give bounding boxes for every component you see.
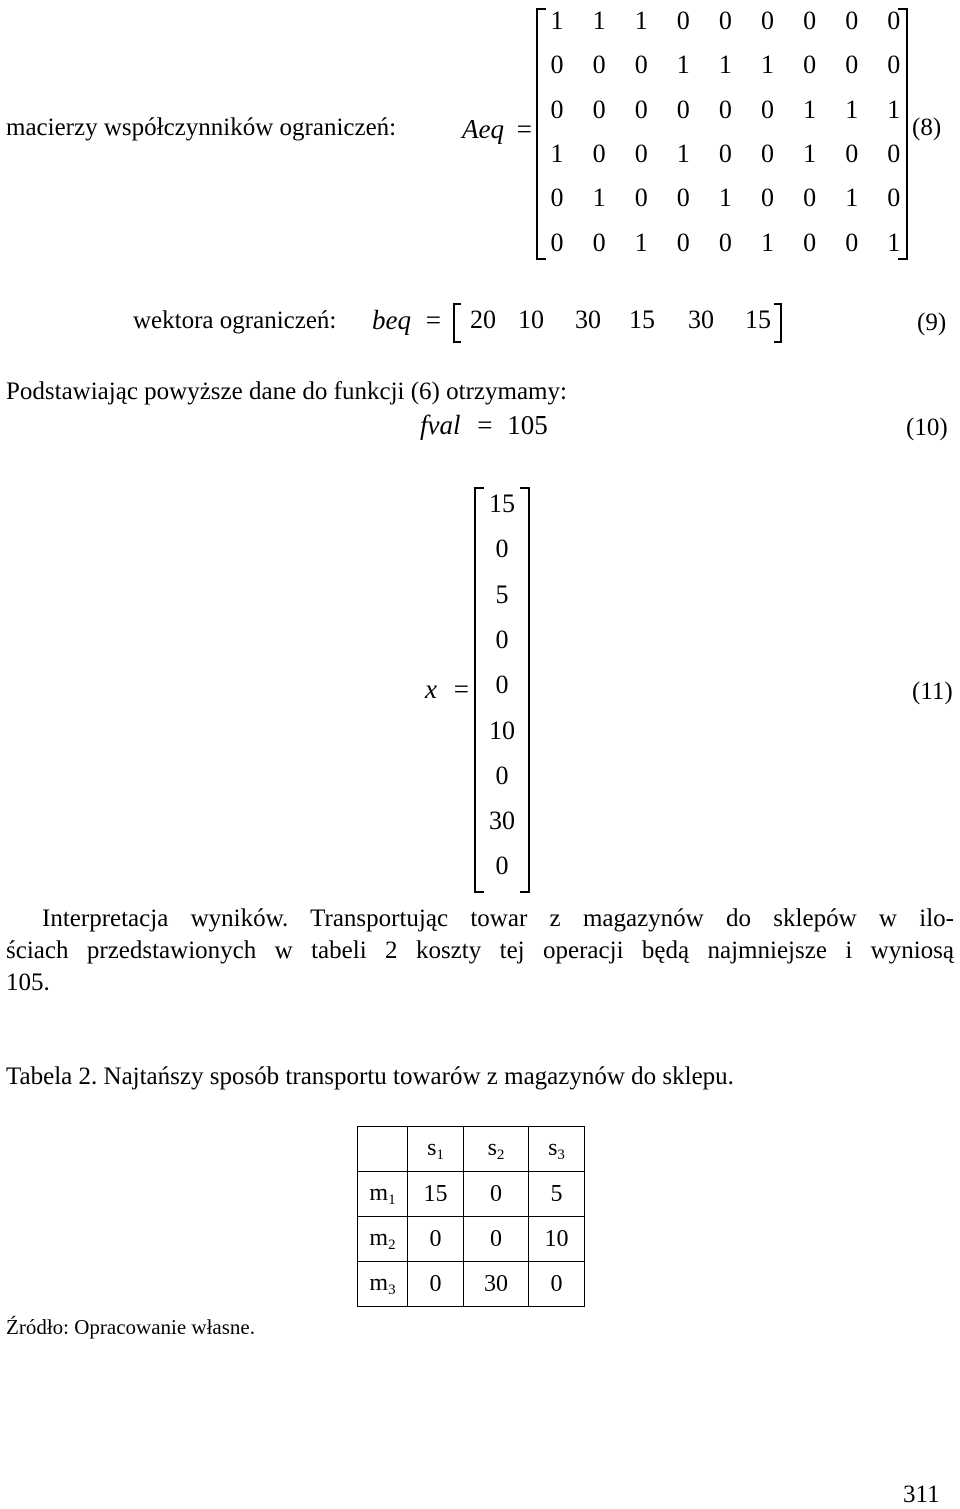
eq9-number: (9) [917, 309, 947, 336]
table-cell: 15 [408, 1172, 464, 1217]
table-cell: 0 [529, 1262, 585, 1307]
matrix-cell: 0 [887, 50, 901, 80]
table-header-cell: $s_2$ [464, 1127, 529, 1172]
matrix-cell: 1 [592, 6, 606, 35]
beq-value: 30 [688, 305, 714, 334]
table-cell: 0 [464, 1172, 529, 1217]
matrix-cell: 1 [803, 138, 817, 168]
matrix-cell: 1 [718, 50, 732, 80]
matrix-cell: 0 [634, 138, 648, 168]
matrix-cell: 1 [550, 6, 564, 35]
matrix-cell: 0 [592, 227, 606, 257]
matrix-cell: 0 [803, 227, 817, 257]
matrix-cell: 0 [845, 138, 859, 168]
matrix-cell: 0 [676, 227, 690, 257]
matrix-cell: 1 [803, 94, 817, 124]
substitution-text: Podstawiając powyższe dane do funkcji (6) otrzymamy: [6, 378, 567, 405]
eq11-lhs-symbol: x [425, 674, 437, 704]
eq8-intro-text: macierzy współczynników ograniczeń: [6, 114, 397, 141]
matrix-cell: 0 [803, 50, 817, 80]
table-corner-cell [358, 1127, 408, 1172]
matrix-cell: 1 [676, 50, 690, 80]
matrix-cell: 0 [803, 183, 817, 213]
eq9-lhs-symbol: beq [372, 305, 411, 335]
eq9-intro-text: wektora ograniczeń: [133, 307, 337, 334]
matrix-cell: 0 [634, 183, 648, 213]
eq10-line [420, 410, 548, 441]
matrix-cell: 0 [592, 94, 606, 124]
eq9-equals: = [425, 305, 441, 335]
beq-value: 15 [629, 305, 655, 334]
matrix-cell: 1 [634, 6, 648, 35]
page-number: 311 [903, 1481, 940, 1508]
matrix-right-bracket [898, 8, 908, 260]
eq11-number: (11) [912, 678, 953, 705]
matrix-cell: 1 [887, 227, 901, 257]
table-cell: 0 [408, 1262, 464, 1307]
table-cell: 0 [408, 1217, 464, 1262]
matrix-cell: 1 [550, 138, 564, 168]
table-cell: 30 [464, 1262, 529, 1307]
interpretation-paragraph [6, 903, 954, 999]
matrix-cell: 0 [550, 94, 564, 124]
vector-cell: 10 [489, 715, 515, 745]
matrix-cell: 0 [592, 138, 606, 168]
vector-cell: 15 [489, 489, 515, 518]
interpretation-line-1: Interpretacja wyników. Transportując towar z magazynów do sklepów w ilo- [42, 905, 954, 932]
matrix-cell: 0 [676, 94, 690, 124]
eq11-lhs [425, 674, 469, 705]
table-row-label: $m_3$ [358, 1262, 408, 1307]
matrix-cell: 0 [761, 6, 774, 35]
table-row [358, 1262, 585, 1307]
eq8-equals: = [516, 114, 532, 144]
table-source-note: Źródło: Opracowanie własne. [6, 1315, 255, 1339]
matrix-cell: 0 [761, 183, 774, 213]
table-cell: 5 [529, 1172, 585, 1217]
matrix-cell: 0 [761, 138, 774, 168]
matrix-cell: 1 [887, 94, 901, 124]
eq11-equals: = [453, 674, 469, 704]
table-header-cell: $s_3$ [529, 1127, 585, 1172]
vector-cell: 0 [495, 534, 509, 564]
table-row-label: $m_2$ [358, 1217, 408, 1262]
table-caption: Tabela 2. Najtańszy sposób transportu towarów z magazynów do sklepu. [6, 1063, 734, 1090]
matrix-cell: 0 [550, 50, 564, 80]
matrix-cell: 0 [634, 50, 648, 80]
x-vector [474, 487, 530, 893]
matrix-cell: 0 [845, 6, 859, 35]
matrix-cell: 0 [550, 183, 564, 213]
vector-cell: 5 [495, 579, 509, 609]
aeq-matrix [536, 0, 908, 266]
matrix-cell: 0 [803, 6, 817, 35]
table-cell: 0 [464, 1217, 529, 1262]
table-header-row [358, 1127, 585, 1172]
matrix-cell: 1 [845, 94, 859, 124]
eq9-lhs [372, 305, 441, 336]
table-cell: 10 [529, 1217, 585, 1262]
transport-table [357, 1126, 585, 1307]
vector-cell: 0 [495, 760, 509, 790]
matrix-cell: 0 [718, 138, 732, 168]
matrix-cell: 0 [550, 227, 564, 257]
matrix-cell: 1 [845, 183, 859, 213]
beq-right-bracket [774, 303, 782, 343]
eq8-lhs-symbol: Aeq [462, 114, 504, 144]
interpretation-line-2: ściach przedstawionych w tabeli 2 koszty tej operacji będą najmniejsze i wyniosą [6, 937, 954, 964]
vector-cell: 0 [495, 851, 509, 881]
matrix-cell: 1 [634, 227, 648, 257]
matrix-cell: 0 [676, 183, 690, 213]
eq10-number: (10) [906, 414, 948, 441]
matrix-cell: 0 [761, 94, 774, 124]
vector-cell: 30 [489, 806, 515, 836]
matrix-cell: 0 [718, 94, 732, 124]
matrix-cell: 0 [887, 183, 901, 213]
beq-left-bracket [453, 303, 461, 343]
matrix-cell: 0 [718, 6, 732, 35]
beq-value: 20 [470, 305, 496, 334]
matrix-cell: 1 [676, 138, 690, 168]
matrix-cell: 1 [761, 227, 774, 257]
matrix-cell: 0 [887, 138, 901, 168]
beq-value: 15 [745, 305, 771, 334]
vector-cell: 0 [495, 670, 509, 700]
eq10-equals: = [477, 410, 493, 440]
matrix-cell: 0 [845, 227, 859, 257]
table-header-cell: $s_1$ [408, 1127, 464, 1172]
eq10-lhs: fval [420, 410, 461, 440]
matrix-cell: 0 [676, 6, 690, 35]
matrix-cell: 1 [718, 183, 732, 213]
eq8-lhs [462, 114, 532, 145]
matrix-cell: 0 [634, 94, 648, 124]
matrix-cell: 0 [592, 50, 606, 80]
matrix-cell: 0 [845, 50, 859, 80]
beq-value: 30 [575, 305, 601, 334]
matrix-left-bracket [536, 8, 546, 260]
table-row [358, 1217, 585, 1262]
vector-cell: 0 [495, 624, 509, 654]
matrix-cell: 0 [887, 6, 901, 35]
eq10-value: 105 [507, 410, 548, 440]
matrix-cell: 1 [592, 183, 606, 213]
beq-value: 10 [518, 305, 544, 334]
eq8-number: (8) [912, 114, 942, 141]
matrix-cell: 1 [761, 50, 774, 80]
table-row [358, 1172, 585, 1217]
table-row-label: $m_1$ [358, 1172, 408, 1217]
interpretation-line-3: 105. [6, 969, 50, 996]
matrix-cell: 0 [718, 227, 732, 257]
